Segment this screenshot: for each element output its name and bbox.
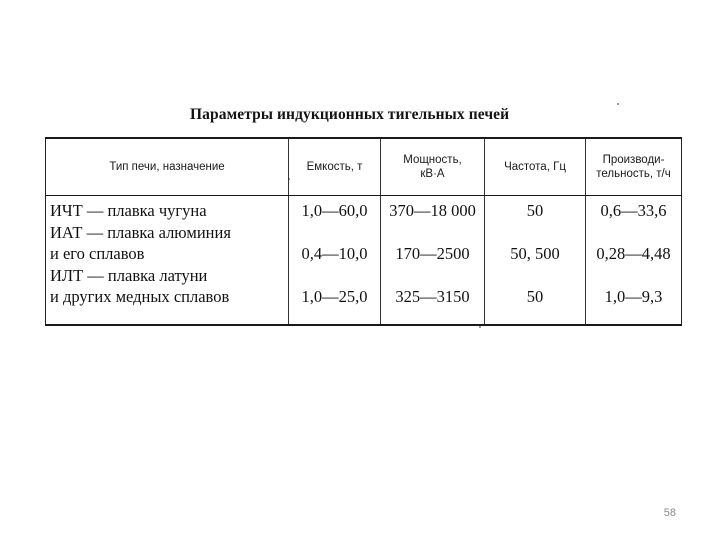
row-iat-power: 170—2500 bbox=[395, 244, 470, 263]
row-ilt-type: ИЛТ — плавка латуни bbox=[50, 265, 208, 285]
type-column bbox=[46, 196, 289, 326]
row-ich-productivity: 0,6—33,6 bbox=[600, 201, 667, 220]
table-title: Параметры индукционных тигельных печей bbox=[190, 106, 510, 123]
row-iat-productivity: 0,28—4,48 bbox=[596, 244, 671, 263]
header-frequency: Частота, Гц bbox=[485, 138, 586, 196]
page-number: 58 bbox=[663, 507, 676, 519]
furnace-parameters-table bbox=[45, 137, 682, 326]
row-iat-type: ИАТ — плавка алюминия bbox=[50, 222, 231, 242]
row-iat-type-cont: и его сплавов bbox=[50, 244, 145, 263]
row-ich-type: ИЧТ — плавка чугуна bbox=[50, 201, 207, 220]
scan-speck bbox=[479, 326, 481, 328]
scan-speck bbox=[617, 103, 619, 105]
productivity-column bbox=[586, 196, 682, 326]
row-iat-frequency: 50, 500 bbox=[510, 244, 560, 263]
header-productivity: Производи- тельность, т/ч bbox=[586, 138, 682, 196]
table-header-row bbox=[46, 138, 682, 196]
header-power: Мощность, кВ·А bbox=[381, 138, 485, 196]
row-ich-frequency: 50 bbox=[526, 201, 544, 220]
row-ich-capacity: 1,0—60,0 bbox=[301, 201, 368, 220]
frequency-column bbox=[485, 196, 586, 326]
row-ilt-capacity: 1,0—25,0 bbox=[301, 287, 368, 306]
table-body-row bbox=[46, 196, 682, 326]
header-capacity: Емкость, т bbox=[289, 138, 381, 196]
row-ilt-frequency: 50 bbox=[526, 287, 544, 306]
header-type: Тип печи, назначение bbox=[46, 138, 289, 196]
power-column bbox=[381, 196, 485, 326]
row-ilt-power: 325—3150 bbox=[395, 287, 470, 306]
row-ich-power: 370—18 000 bbox=[389, 201, 476, 220]
capacity-column bbox=[289, 196, 381, 326]
row-ilt-productivity: 1,0—9,3 bbox=[604, 287, 663, 306]
row-ilt-type-cont: и других медных сплавов bbox=[50, 287, 230, 306]
row-iat-capacity: 0,4—10,0 bbox=[301, 244, 368, 263]
